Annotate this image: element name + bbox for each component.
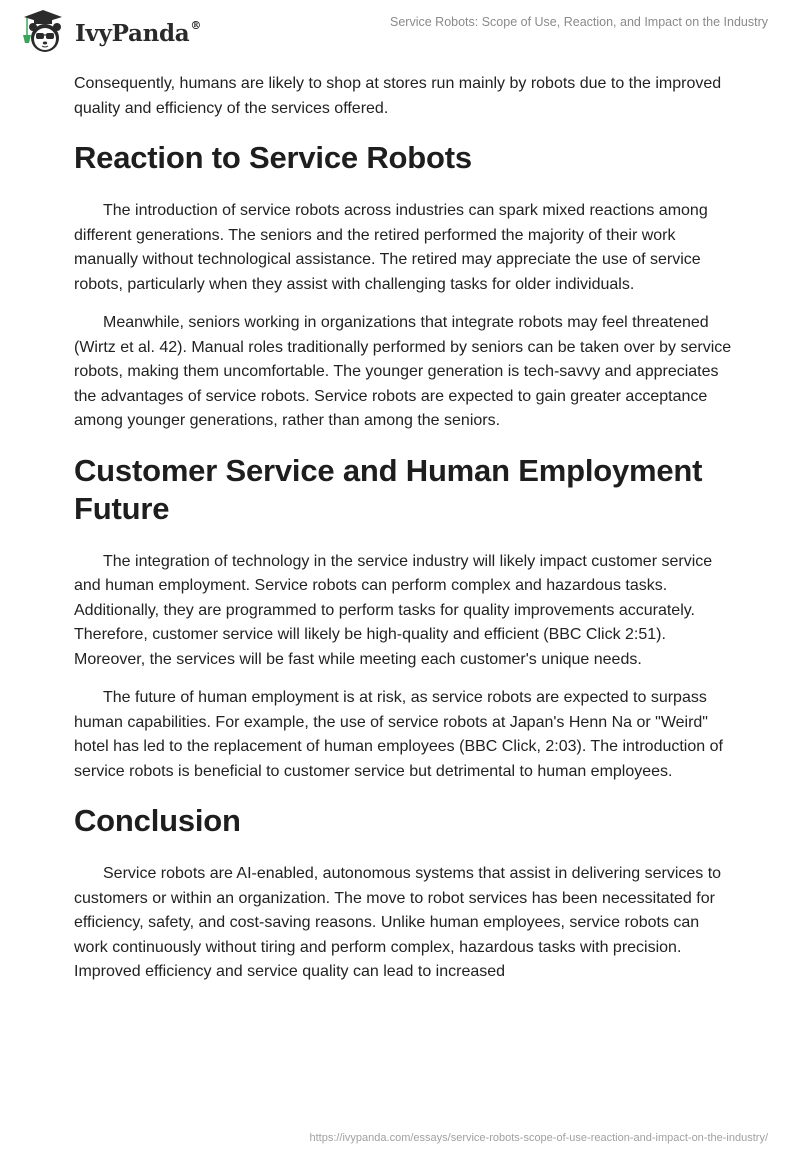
paragraph: Meanwhile, seniors working in organizations that integrate robots may feel threatened (Wirtz et al. 42). Manual roles traditionally performed by seniors can be taken over by service robots, making them uncomfortable. The younger generation is tech-savvy and appreciates the advantages of service robots. Service robots are expected to gain greater acceptance among younger generations, rather than among the seniors. <box>74 314 732 429</box>
page-header <box>0 0 800 60</box>
paragraph: The introduction of service robots across industries can spark mixed reactions among different generations. The seniors and the retired performed the majority of their work manually without technological assistance. The retired may appreciate the use of service robots, particularly when they assist with challenging tasks for older individuals. <box>74 202 708 293</box>
section-heading-conclusion: Conclusion <box>74 803 241 838</box>
logo-text: IvyPanda® <box>75 18 202 47</box>
section-heading-customer-service: Customer Service and Human Employment Future <box>74 452 703 526</box>
paragraph: The future of human employment is at risk, as service robots are expected to surpass human capabilities. For example, the use of service robots at Japan's Henn Na or "Weird" hotel has led to the replacement of human employees (BBC Click, 2:03). The introduction of service robots is beneficial to customer service but detrimental to human employees. <box>74 689 723 780</box>
registered-mark: ® <box>190 18 202 32</box>
ivypanda-logo[interactable] <box>18 8 201 54</box>
source-url[interactable]: https://ivypanda.com/essays/service-robots-scope-of-use-reaction-and-impact-on-the-industry/ <box>309 1132 768 1144</box>
document-title: Service Robots: Scope of Use, Reaction, and Impact on the Industry <box>390 15 768 29</box>
article-body <box>74 72 734 999</box>
intro-paragraph: Consequently, humans are likely to shop at stores run mainly by robots due to the improved quality and efficiency of the services offered. <box>74 75 722 117</box>
paragraph: The integration of technology in the service industry will likely impact customer service and human employment. Service robots can perform complex and hazardous tasks. Additionally, they are programmed to perform tasks for quality improvements accurately. Therefore, customer service will likely be high-quality and efficient (BBC Click 2:51). Moreover, the services will be fast while meeting each customer's unique needs. <box>74 552 713 668</box>
section-heading-reaction: Reaction to Service Robots <box>74 140 472 175</box>
panda-graduate-icon <box>18 8 68 54</box>
paragraph: Service robots are AI-enabled, autonomous systems that assist in delivering services to customers or within an organization. The move to robot services has been necessitated for efficiency, safety, and cost-saving reasons. Unlike human employees, service robots can work continuously without tiring and perform complex, hazardous tasks with precision. Improved efficiency and service quality can lead to increased <box>74 865 722 980</box>
